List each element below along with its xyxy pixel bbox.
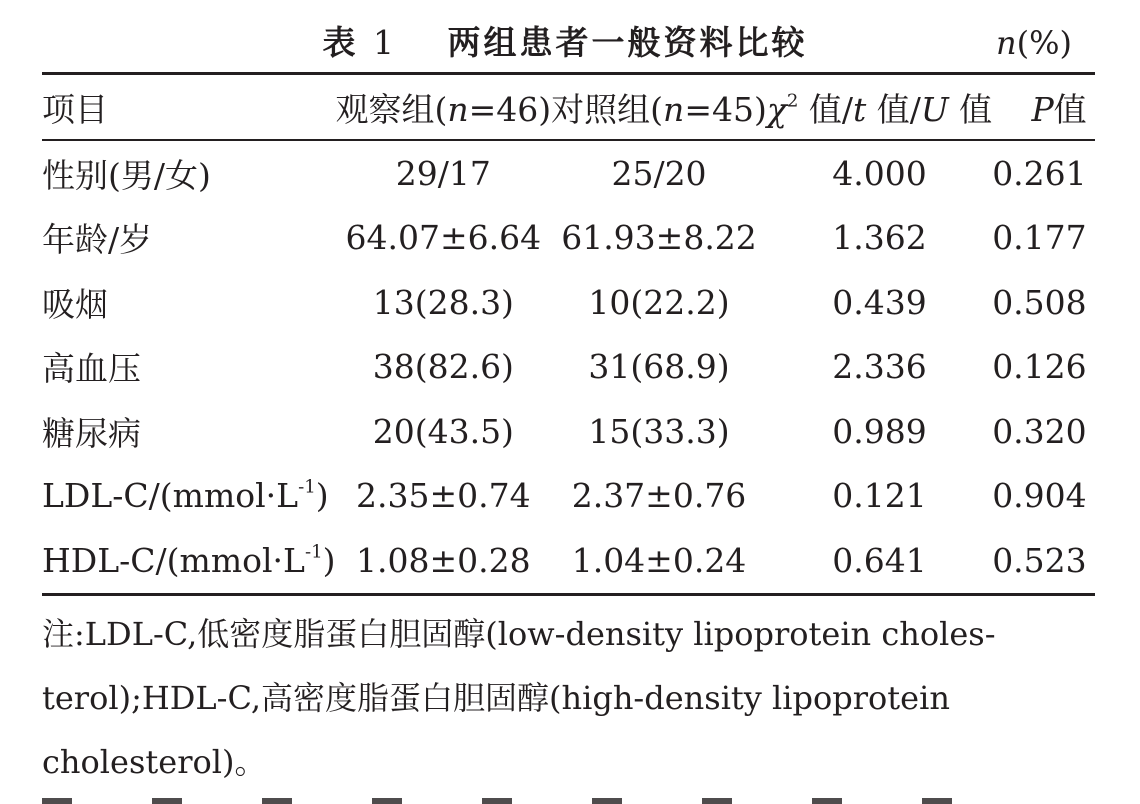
unit-variable: n bbox=[996, 24, 1017, 62]
row-observe: 1.08±0.28 bbox=[336, 528, 552, 594]
table-row bbox=[42, 335, 1095, 400]
row-control: 10(22.2) bbox=[588, 282, 730, 322]
row-p-value: 0.177 bbox=[992, 218, 1087, 258]
row-p-value: 0.320 bbox=[992, 411, 1087, 451]
row-p-value: 0.523 bbox=[992, 528, 1094, 594]
row-observe: 29/17 bbox=[395, 153, 491, 193]
table-note bbox=[42, 602, 1088, 794]
row-control: 31(68.9) bbox=[588, 347, 730, 387]
row-item: 年龄/岁 bbox=[42, 220, 153, 260]
row-control: 61.93±8.22 bbox=[561, 218, 757, 258]
table-row bbox=[42, 206, 1095, 271]
row-item: 高血压 bbox=[42, 349, 141, 389]
row-p-value: 0.126 bbox=[992, 347, 1087, 387]
row-observe: 64.07±6.64 bbox=[345, 218, 542, 258]
table-number: 1 bbox=[373, 23, 397, 62]
table-row bbox=[42, 399, 1095, 464]
header-observe-group: 观察组(n=46) bbox=[336, 74, 552, 141]
row-statistic: 4.000 bbox=[832, 153, 927, 193]
table-caption bbox=[42, 18, 1088, 68]
header-item: 项目 bbox=[42, 74, 336, 141]
table-label: 表 bbox=[322, 23, 359, 62]
row-item: 性别(男/女) bbox=[42, 155, 211, 195]
table-unit bbox=[996, 18, 1072, 68]
row-control: 25/20 bbox=[611, 153, 707, 193]
table-row bbox=[42, 140, 1095, 206]
note-line-1: 注:LDL-C,低密度脂蛋白胆固醇(low-density lipoprotein choles- bbox=[42, 615, 996, 653]
note-line-2: terol);HDL-C,高密度脂蛋白胆固醇(high-density lipoprotein bbox=[42, 679, 950, 717]
row-item: LDL-$C/(mmol\cdot L^{-1})$ bbox=[42, 476, 329, 516]
row-observe: 2.35±0.74 bbox=[356, 476, 531, 516]
row-statistic: 0.641 bbox=[767, 528, 992, 594]
table-row bbox=[42, 528, 1095, 594]
header-control-group: 对照组(n=45) bbox=[551, 74, 767, 141]
table-row bbox=[42, 464, 1095, 529]
row-statistic: 2.336 bbox=[832, 347, 927, 387]
row-control: 2.37±0.76 bbox=[571, 476, 747, 516]
row-control: 1.04±0.24 bbox=[551, 528, 767, 594]
table-row bbox=[42, 270, 1095, 335]
row-statistic: 0.121 bbox=[832, 476, 927, 516]
row-statistic: 0.989 bbox=[832, 411, 927, 451]
row-item: HDL-$C/(mmol\cdot L^{-1})$ bbox=[42, 528, 336, 594]
row-p-value: 0.508 bbox=[992, 282, 1087, 322]
row-observe: 38(82.6) bbox=[372, 347, 514, 387]
row-statistic: 1.362 bbox=[832, 218, 927, 258]
row-statistic: 0.439 bbox=[832, 282, 927, 322]
header-statistic: $\chi^2$ 值/t 值/U 值 bbox=[767, 74, 992, 141]
unit-suffix: (%) bbox=[1016, 24, 1072, 62]
row-control: 15(33.3) bbox=[588, 411, 730, 451]
header-p-value: P值 bbox=[992, 74, 1094, 141]
table-title-text: 两组患者一般资料比较 bbox=[447, 23, 808, 62]
row-p-value: 0.904 bbox=[992, 476, 1087, 516]
comparison-table bbox=[42, 72, 1095, 596]
row-p-value: 0.261 bbox=[992, 153, 1087, 193]
table-header-row bbox=[42, 74, 1095, 141]
cut-off-next-line bbox=[42, 784, 1088, 804]
row-item: 糖尿病 bbox=[42, 413, 141, 453]
row-observe: 20(43.5) bbox=[372, 411, 514, 451]
row-observe: 13(28.3) bbox=[372, 282, 514, 322]
row-item: 吸烟 bbox=[42, 284, 108, 324]
table-title bbox=[42, 18, 1088, 68]
note-line-3: cholesterol)。 bbox=[42, 743, 267, 781]
